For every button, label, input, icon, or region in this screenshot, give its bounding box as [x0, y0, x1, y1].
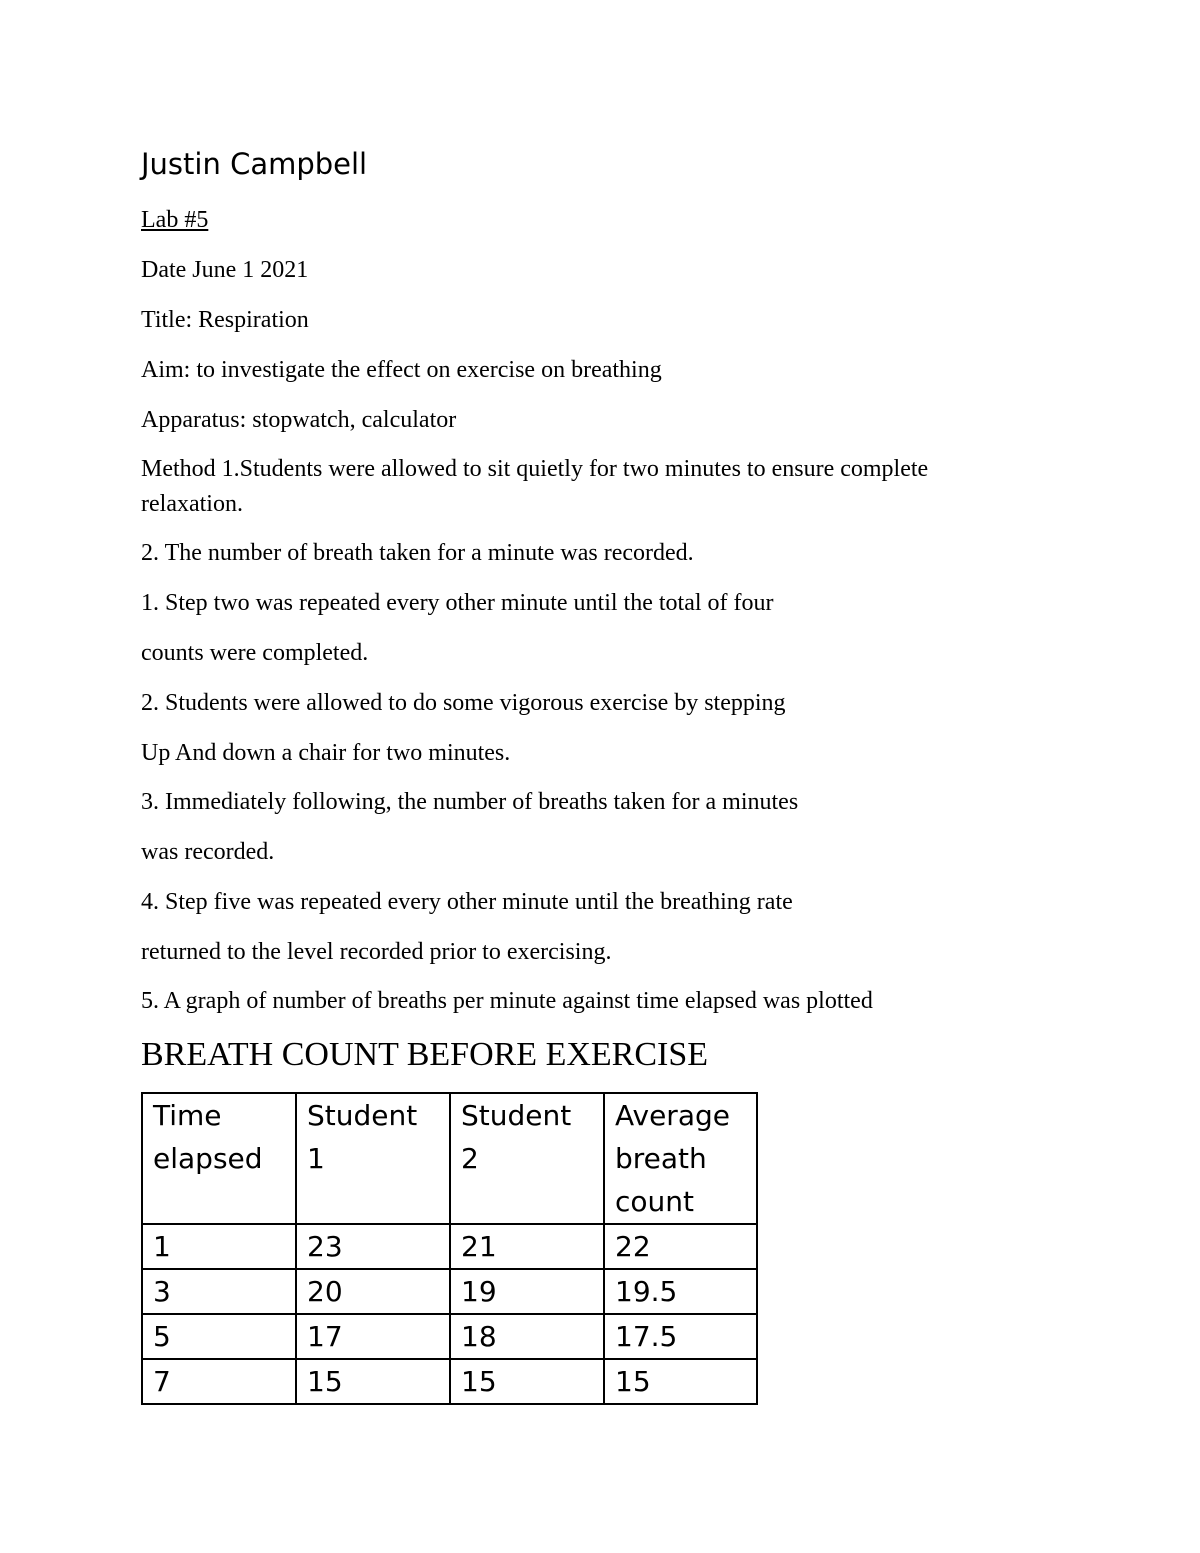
method-line: 2. The number of breath taken for a minute was recorded.: [141, 540, 694, 566]
table-cell: 23: [296, 1224, 450, 1269]
method-line: Method 1.Students were allowed to sit quietly for two minutes to ensure complete: [141, 456, 929, 482]
method-line: 1. Step two was repeated every other minute until the total of four: [141, 590, 774, 616]
table-cell: 15: [450, 1359, 604, 1404]
date-line: Date June 1 2021: [141, 257, 309, 283]
table-cell: 22: [604, 1224, 757, 1269]
method-line: Up And down a chair for two minutes.: [141, 740, 511, 766]
table-cell: 7: [142, 1359, 296, 1404]
header-cell: Student 2: [450, 1093, 604, 1224]
table-cell: 3: [142, 1269, 296, 1314]
method-line: 4. Step five was repeated every other minute until the breathing rate: [141, 889, 793, 915]
table-heading: BREATH COUNT BEFORE EXERCISE: [141, 1036, 709, 1073]
table-cell: 15: [604, 1359, 757, 1404]
table-cell: 19.5: [604, 1269, 757, 1314]
table-row: [142, 1224, 757, 1269]
table-row: [142, 1269, 757, 1314]
table-cell: 17.5: [604, 1314, 757, 1359]
method-line: 5. A graph of number of breaths per minute against time elapsed was plotted: [141, 988, 873, 1014]
header-cell: Student 1: [296, 1093, 450, 1224]
method-line: counts were completed.: [141, 640, 369, 666]
method-line: 3. Immediately following, the number of breaths taken for a minutes: [141, 789, 799, 815]
table-row: [142, 1359, 757, 1404]
method-line: was recorded.: [141, 839, 275, 865]
breath-count-table: [141, 1092, 758, 1405]
table-cell: 17: [296, 1314, 450, 1359]
method-line: 2. Students were allowed to do some vigorous exercise by stepping: [141, 690, 786, 716]
method-line: relaxation.: [141, 491, 243, 517]
title-line: Title: Respiration: [141, 307, 309, 333]
header-cell: Time elapsed: [142, 1093, 296, 1224]
table-header-row: [142, 1093, 757, 1224]
lab-number: Lab #5: [141, 207, 209, 233]
table-cell: 19: [450, 1269, 604, 1314]
table-cell: 20: [296, 1269, 450, 1314]
apparatus-line: Apparatus: stopwatch, calculator: [141, 407, 457, 433]
table-row: [142, 1314, 757, 1359]
method-line: returned to the level recorded prior to exercising.: [141, 939, 612, 965]
table-cell: 18: [450, 1314, 604, 1359]
header-cell: Average breath count: [604, 1093, 757, 1224]
table-cell: 21: [450, 1224, 604, 1269]
table-cell: 5: [142, 1314, 296, 1359]
table-cell: 1: [142, 1224, 296, 1269]
author-name: Justin Campbell: [141, 147, 368, 181]
aim-line: Aim: to investigate the effect on exercise on breathing: [141, 357, 662, 383]
table-cell: 15: [296, 1359, 450, 1404]
